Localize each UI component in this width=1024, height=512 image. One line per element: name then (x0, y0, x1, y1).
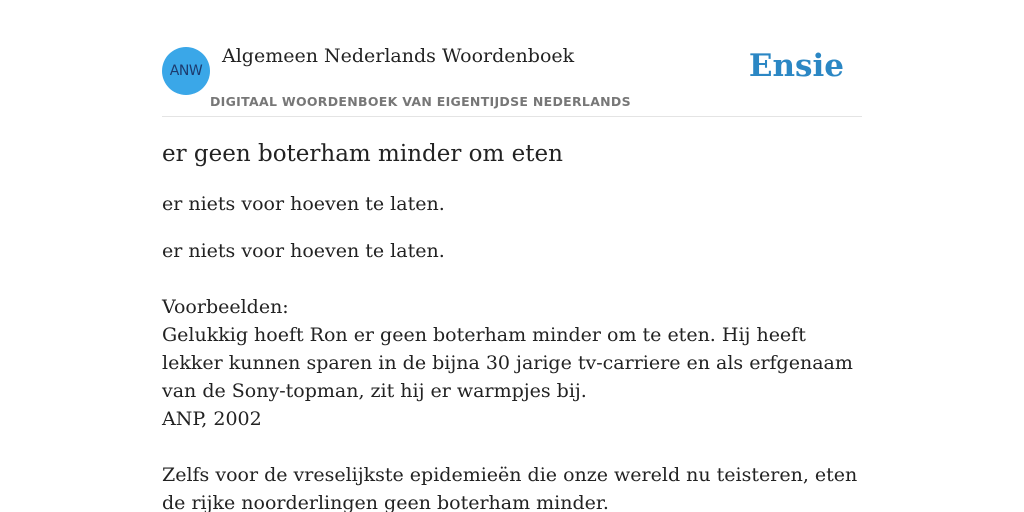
entry-definition: er niets voor hoeven te laten. (162, 240, 445, 262)
example-text: Zelfs voor de vreselijkste epidemieën die onze wereld nu teisteren, eten de rijke noorderlingen geen boterham minder. (162, 464, 858, 512)
site-title[interactable]: Algemeen Nederlands Woordenboek (222, 45, 575, 67)
example-text: Gelukkig hoeft Ron er geen boterham minder om te eten. Hij heeft lekker kunnen sparen in de bijna 30 jarige tv-carriere en als erfgenaam van de Sony-topman, zit hij er warmpjes bij. (162, 324, 853, 402)
anw-logo[interactable]: ANW (162, 47, 210, 95)
example-source: ANP, 2002 (162, 408, 262, 430)
entry-term: er geen boterham minder om eten (162, 141, 563, 167)
entry-definition-block (162, 237, 867, 512)
spacer (162, 433, 867, 461)
ensie-brand-link[interactable]: Ensie (748, 48, 844, 84)
examples-label: Voorbeelden: (162, 296, 289, 318)
site-header (162, 0, 862, 117)
spacer (162, 265, 867, 293)
site-subtitle: DIGITAAL WOORDENBOEK VAN EIGENTIJDSE NEDERLANDS (210, 94, 631, 109)
entry-content (162, 138, 867, 512)
entry-summary: er niets voor hoeven te laten. (162, 193, 445, 215)
